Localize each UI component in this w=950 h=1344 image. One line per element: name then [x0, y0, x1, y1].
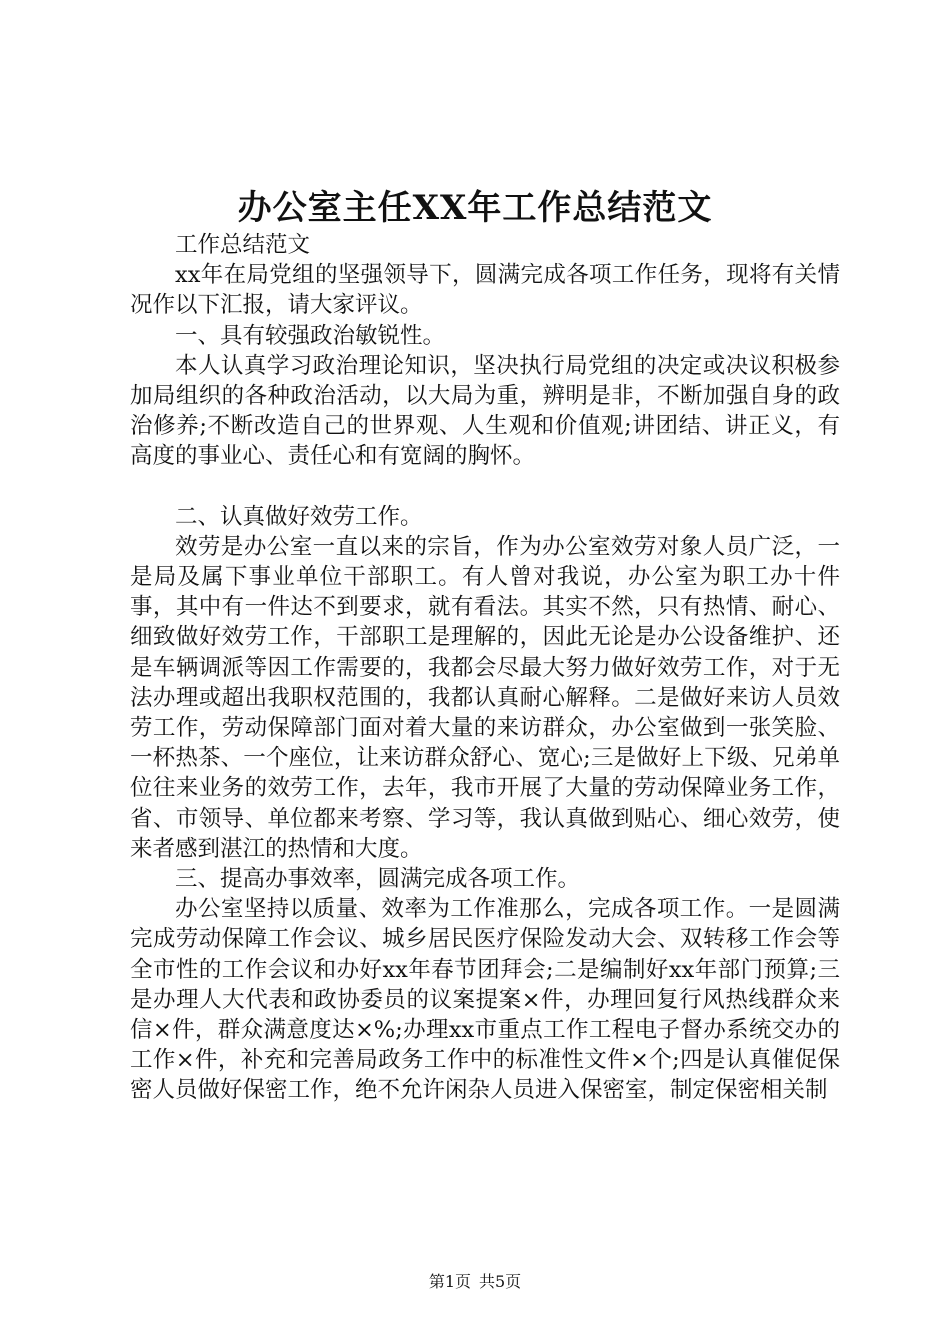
page-total: 共5页	[479, 1272, 522, 1291]
paragraph-section-1: 本人认真学习政治理论知识，坚决执行局党组的决定或决议积极参加局组织的各种政治活动，以大局为重，辨明是非，不断加强自身的政治修养;不断改造自己的世界观、人生观和价值观;讲团结、讲正义，有高度的事业心、责任心和有宽阔的胸怀。	[130, 352, 840, 470]
paragraph-section-2: 效劳是办公室一直以来的宗旨，作为办公室效劳对象人员广泛，一是局及属下事业单位干部职工。有人曾对我说，办公室为职工办十件事，其中有一件达不到要求，就有看法。其实不然，只有热情、耐心、细致做好效劳工作，干部职工是理解的，因此无论是办公设备维护、还是车辆调派等因工作需要的，我都会尽最大努力做好效劳工作，对于无法办理或超出我职权范围的，我都认真耐心解释。二是做好来访人员效劳工作，劳动保障部门面对着大量的来访群众，办公室做到一张笑脸、一杯热茶、一个座位，让来访群众舒心、宽心;三是做好上下级、兄弟单位往来业务的效劳工作，去年，我市开展了大量的劳动保障业务工作，省、市领导、单位都来考察、学习等，我认真做到贴心、细心效劳，使来者感到湛江的热情和大度。	[130, 533, 840, 862]
section-heading-1: 一、具有较强政治敏锐性。	[175, 322, 446, 349]
paragraph-subtitle: 工作总结范文	[175, 232, 311, 258]
document-title: 办公室主任XX年工作总结范文	[237, 188, 713, 228]
section-heading-3: 三、提高办事效率，圆满完成各项工作。	[175, 866, 581, 893]
paragraph-intro: xx年在局党组的坚强领导下，圆满完成各项工作任务，现将有关情况作以下汇报，请大家评议。	[130, 262, 840, 319]
paragraph-section-3: 办公室坚持以质量、效率为工作准那么，完成各项工作。一是圆满完成劳动保障工作会议、城乡居民医疗保险发动大会、双转移工作会等全市性的工作会议和办好xx年春节团拜会;二是编制好xx年部门预算;三是办理人大代表和政协委员的议案提案×件，办理回复行风热线群众来信×件，群众满意度达×%;办理xx市重点工作工程电子督办系统交办的工作×件，补充和完善局政务工作中的标准性文件×个;四是认真催促保密人员做好保密工作，绝不允许闲杂人员进入保密室，制定保密相关制	[130, 896, 840, 1104]
page-number: 第1页	[428, 1272, 471, 1291]
page-footer	[0, 1272, 950, 1292]
document-body	[130, 230, 840, 1106]
section-heading-2: 二、认真做好效劳工作。	[175, 503, 423, 530]
